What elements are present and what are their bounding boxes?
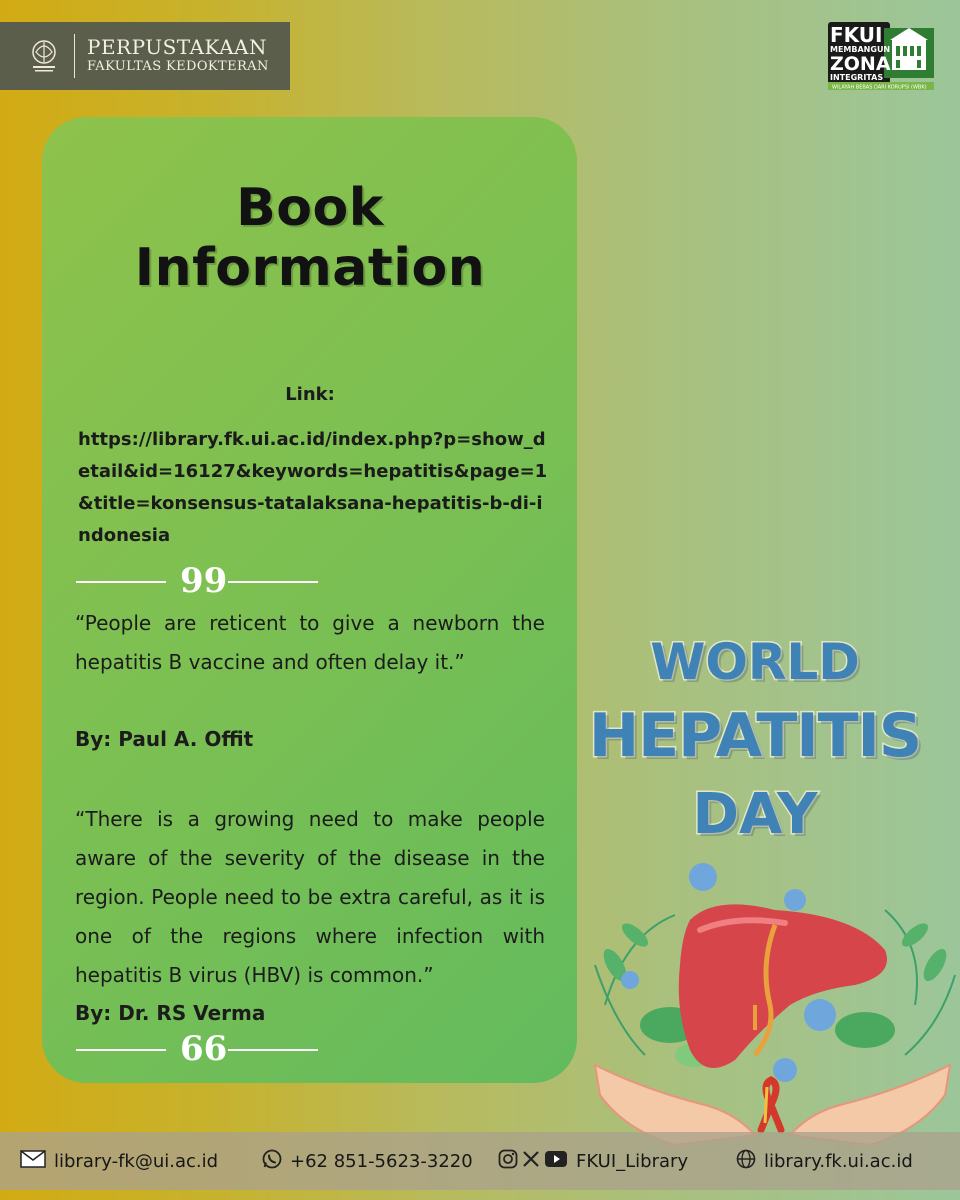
contact-footer xyxy=(0,1132,960,1190)
poster-word-day: DAY xyxy=(692,782,818,847)
book-link[interactable]: https://library.fk.ui.ac.id/index.php?p=show_detail&id=16127&keywords=hepatitis&page=1&title=konsensus-tatalaksana-hepatitis-b-di-indonesia xyxy=(78,429,548,546)
logo-subtitle: FAKULTAS KEDOKTERAN xyxy=(87,59,269,74)
footer-social[interactable] xyxy=(498,1132,688,1190)
poster-word-hepatitis: HEPATITIS xyxy=(588,701,922,771)
liver-hands-illustration xyxy=(585,855,960,1145)
website-text: library.fk.ui.ac.id xyxy=(764,1150,913,1172)
footer-phone[interactable] xyxy=(262,1132,473,1190)
zona-integritas-badge xyxy=(826,20,938,92)
library-logo xyxy=(0,22,290,90)
social-handle-text: FKUI_Library xyxy=(576,1150,689,1172)
world-hepatitis-day-title xyxy=(580,628,930,878)
university-seal-icon xyxy=(24,36,64,76)
quote-rs-verma: “There is a growing need to make people aware of the severity of the disease in the region. People need to be extra careful, as it is one of the regions where infection with hepatitis B virus (HBV) is common.” xyxy=(75,807,545,987)
email-text: library-fk@ui.ac.id xyxy=(54,1150,219,1172)
poster-word-world: WORLD xyxy=(650,633,860,691)
logo-title: PERPUSTAKAAN xyxy=(87,35,267,59)
quote-paul-offit: “People are reticent to give a newborn the hepatitis B vaccine and often delay it.” xyxy=(75,611,545,674)
close-quote-icon: 66 xyxy=(180,1029,228,1069)
instagram-icon xyxy=(498,1149,518,1174)
footer-website[interactable] xyxy=(736,1132,913,1190)
youtube-icon xyxy=(544,1150,568,1173)
globe-icon xyxy=(736,1149,756,1174)
badge-line1: FKUI xyxy=(830,23,883,47)
badge-line5: WILAYAH BEBAS DARI KORUPSI (WBK) xyxy=(832,84,927,91)
whatsapp-icon xyxy=(262,1149,282,1174)
card-title xyxy=(0,178,620,298)
card-title-line2: Information xyxy=(134,238,486,298)
logo-divider xyxy=(74,34,75,78)
badge-line2: MEMBANGUN xyxy=(830,45,891,54)
mail-icon xyxy=(20,1150,46,1173)
open-quote-icon: 99 xyxy=(180,561,228,601)
link-label: Link: xyxy=(285,384,335,405)
quote-separator-bottom xyxy=(76,1029,318,1069)
card-title-line1: Book xyxy=(236,178,384,238)
quote-author-paul-offit: By: Paul A. Offit xyxy=(75,727,254,751)
x-twitter-icon xyxy=(522,1150,540,1173)
footer-email[interactable] xyxy=(20,1132,218,1190)
badge-line4: INTEGRITAS xyxy=(830,73,884,82)
quote-author-rs-verma: By: Dr. RS Verma xyxy=(75,1001,266,1025)
quote-separator-top xyxy=(76,561,318,601)
badge-line3: ZONA xyxy=(830,53,891,75)
phone-text: +62 851-5623-3220 xyxy=(290,1150,473,1172)
